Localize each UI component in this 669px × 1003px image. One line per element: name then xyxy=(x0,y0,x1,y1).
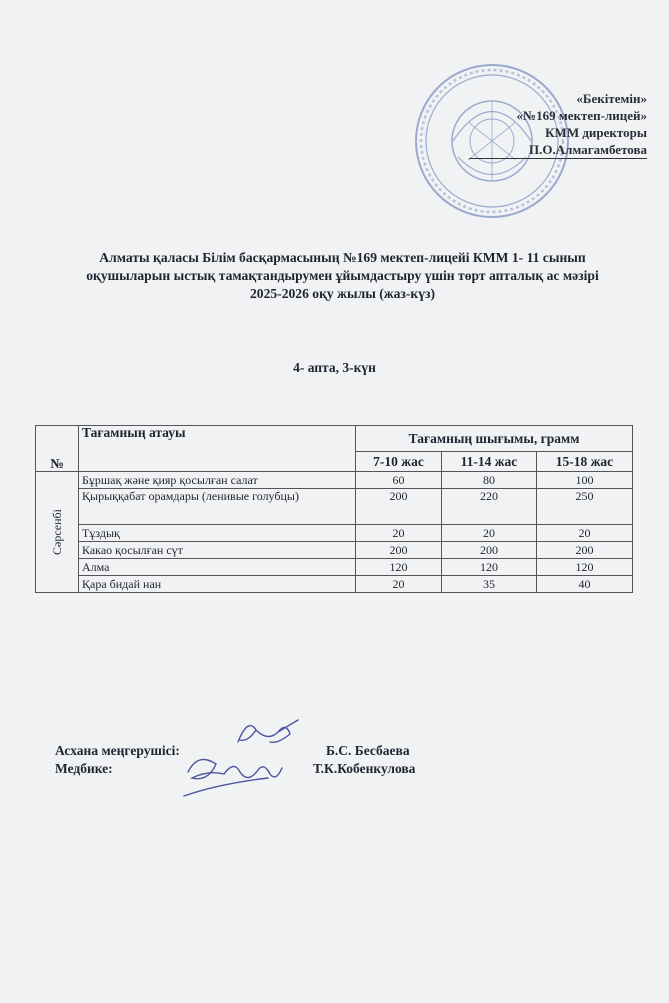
yield-11-14: 20 xyxy=(441,525,536,542)
approval-block xyxy=(469,90,647,159)
nurse-label: Медбике: xyxy=(55,761,113,776)
dish-name: Қара бидай нан xyxy=(79,576,356,593)
kitchen-manager-name: Б.С. Бесбаева xyxy=(326,743,410,758)
yield-15-18: 20 xyxy=(536,525,632,542)
title-line-3: 2025-2026 оқу жылы (жаз-күз) xyxy=(249,286,436,301)
yield-15-18: 40 xyxy=(536,576,632,593)
yield-11-14: 80 xyxy=(441,472,536,489)
dish-name: Бұршақ және қияр қосылған салат xyxy=(79,472,356,489)
table-row xyxy=(36,472,633,489)
yield-7-10: 200 xyxy=(356,542,442,559)
nurse-name: Т.К.Кобенкулова xyxy=(313,761,416,776)
yield-15-18: 100 xyxy=(536,472,632,489)
yield-7-10: 200 xyxy=(356,489,442,525)
table-row xyxy=(36,489,633,525)
approval-line-2: «№169 мектеп-лицей» xyxy=(516,108,647,123)
age-group-2: 11-14 жас xyxy=(441,452,536,472)
yield-7-10: 20 xyxy=(356,525,442,542)
title-line-1: Алматы қаласы Білім басқармасының №169 мектеп-лицейі КММ 1- 11 сынып xyxy=(99,250,586,265)
director-name: П.О.Алмагамбетова xyxy=(469,141,647,159)
yield-11-14: 200 xyxy=(441,542,536,559)
document-title xyxy=(30,249,655,303)
yield-7-10: 120 xyxy=(356,559,442,576)
table-row xyxy=(36,576,633,593)
yield-11-14: 220 xyxy=(441,489,536,525)
approval-line-3: КММ директоры xyxy=(545,125,647,140)
col-name-header: Тағамның атауы xyxy=(79,426,356,472)
approval-line-1: «Бекітемін» xyxy=(576,91,647,106)
yield-7-10: 20 xyxy=(356,576,442,593)
kitchen-manager-label: Асхана меңгерушісі: xyxy=(55,743,180,758)
age-group-1: 7-10 жас xyxy=(356,452,442,472)
yield-15-18: 250 xyxy=(536,489,632,525)
yield-11-14: 120 xyxy=(441,559,536,576)
title-line-2: оқушыларын ыстық тамақтандырумен ұйымдастыру үшін төрт апталық ас мәзірі xyxy=(86,268,599,283)
yield-15-18: 200 xyxy=(536,542,632,559)
col-yield-header: Тағамның шығымы, грамм xyxy=(356,426,633,452)
menu-table xyxy=(35,425,633,593)
col-no-header: № xyxy=(36,426,79,472)
day-label: Сәрсенбі xyxy=(50,509,64,555)
dish-name: Қырыққабат орамдары (ленивые голубцы) xyxy=(79,489,356,525)
yield-15-18: 120 xyxy=(536,559,632,576)
table-row xyxy=(36,525,633,542)
dish-name: Алма xyxy=(79,559,356,576)
signature-labels xyxy=(55,742,180,778)
day-cell xyxy=(36,472,79,593)
yield-7-10: 60 xyxy=(356,472,442,489)
yield-11-14: 35 xyxy=(441,576,536,593)
table-row xyxy=(36,559,633,576)
age-group-3: 15-18 жас xyxy=(536,452,632,472)
dish-name: Какао қосылған сүт xyxy=(79,542,356,559)
week-day-label: 4- апта, 3-күн xyxy=(293,360,376,375)
handwritten-signature xyxy=(178,712,308,808)
table-row xyxy=(36,542,633,559)
signature-names xyxy=(313,742,415,778)
dish-name: Тұздық xyxy=(79,525,356,542)
